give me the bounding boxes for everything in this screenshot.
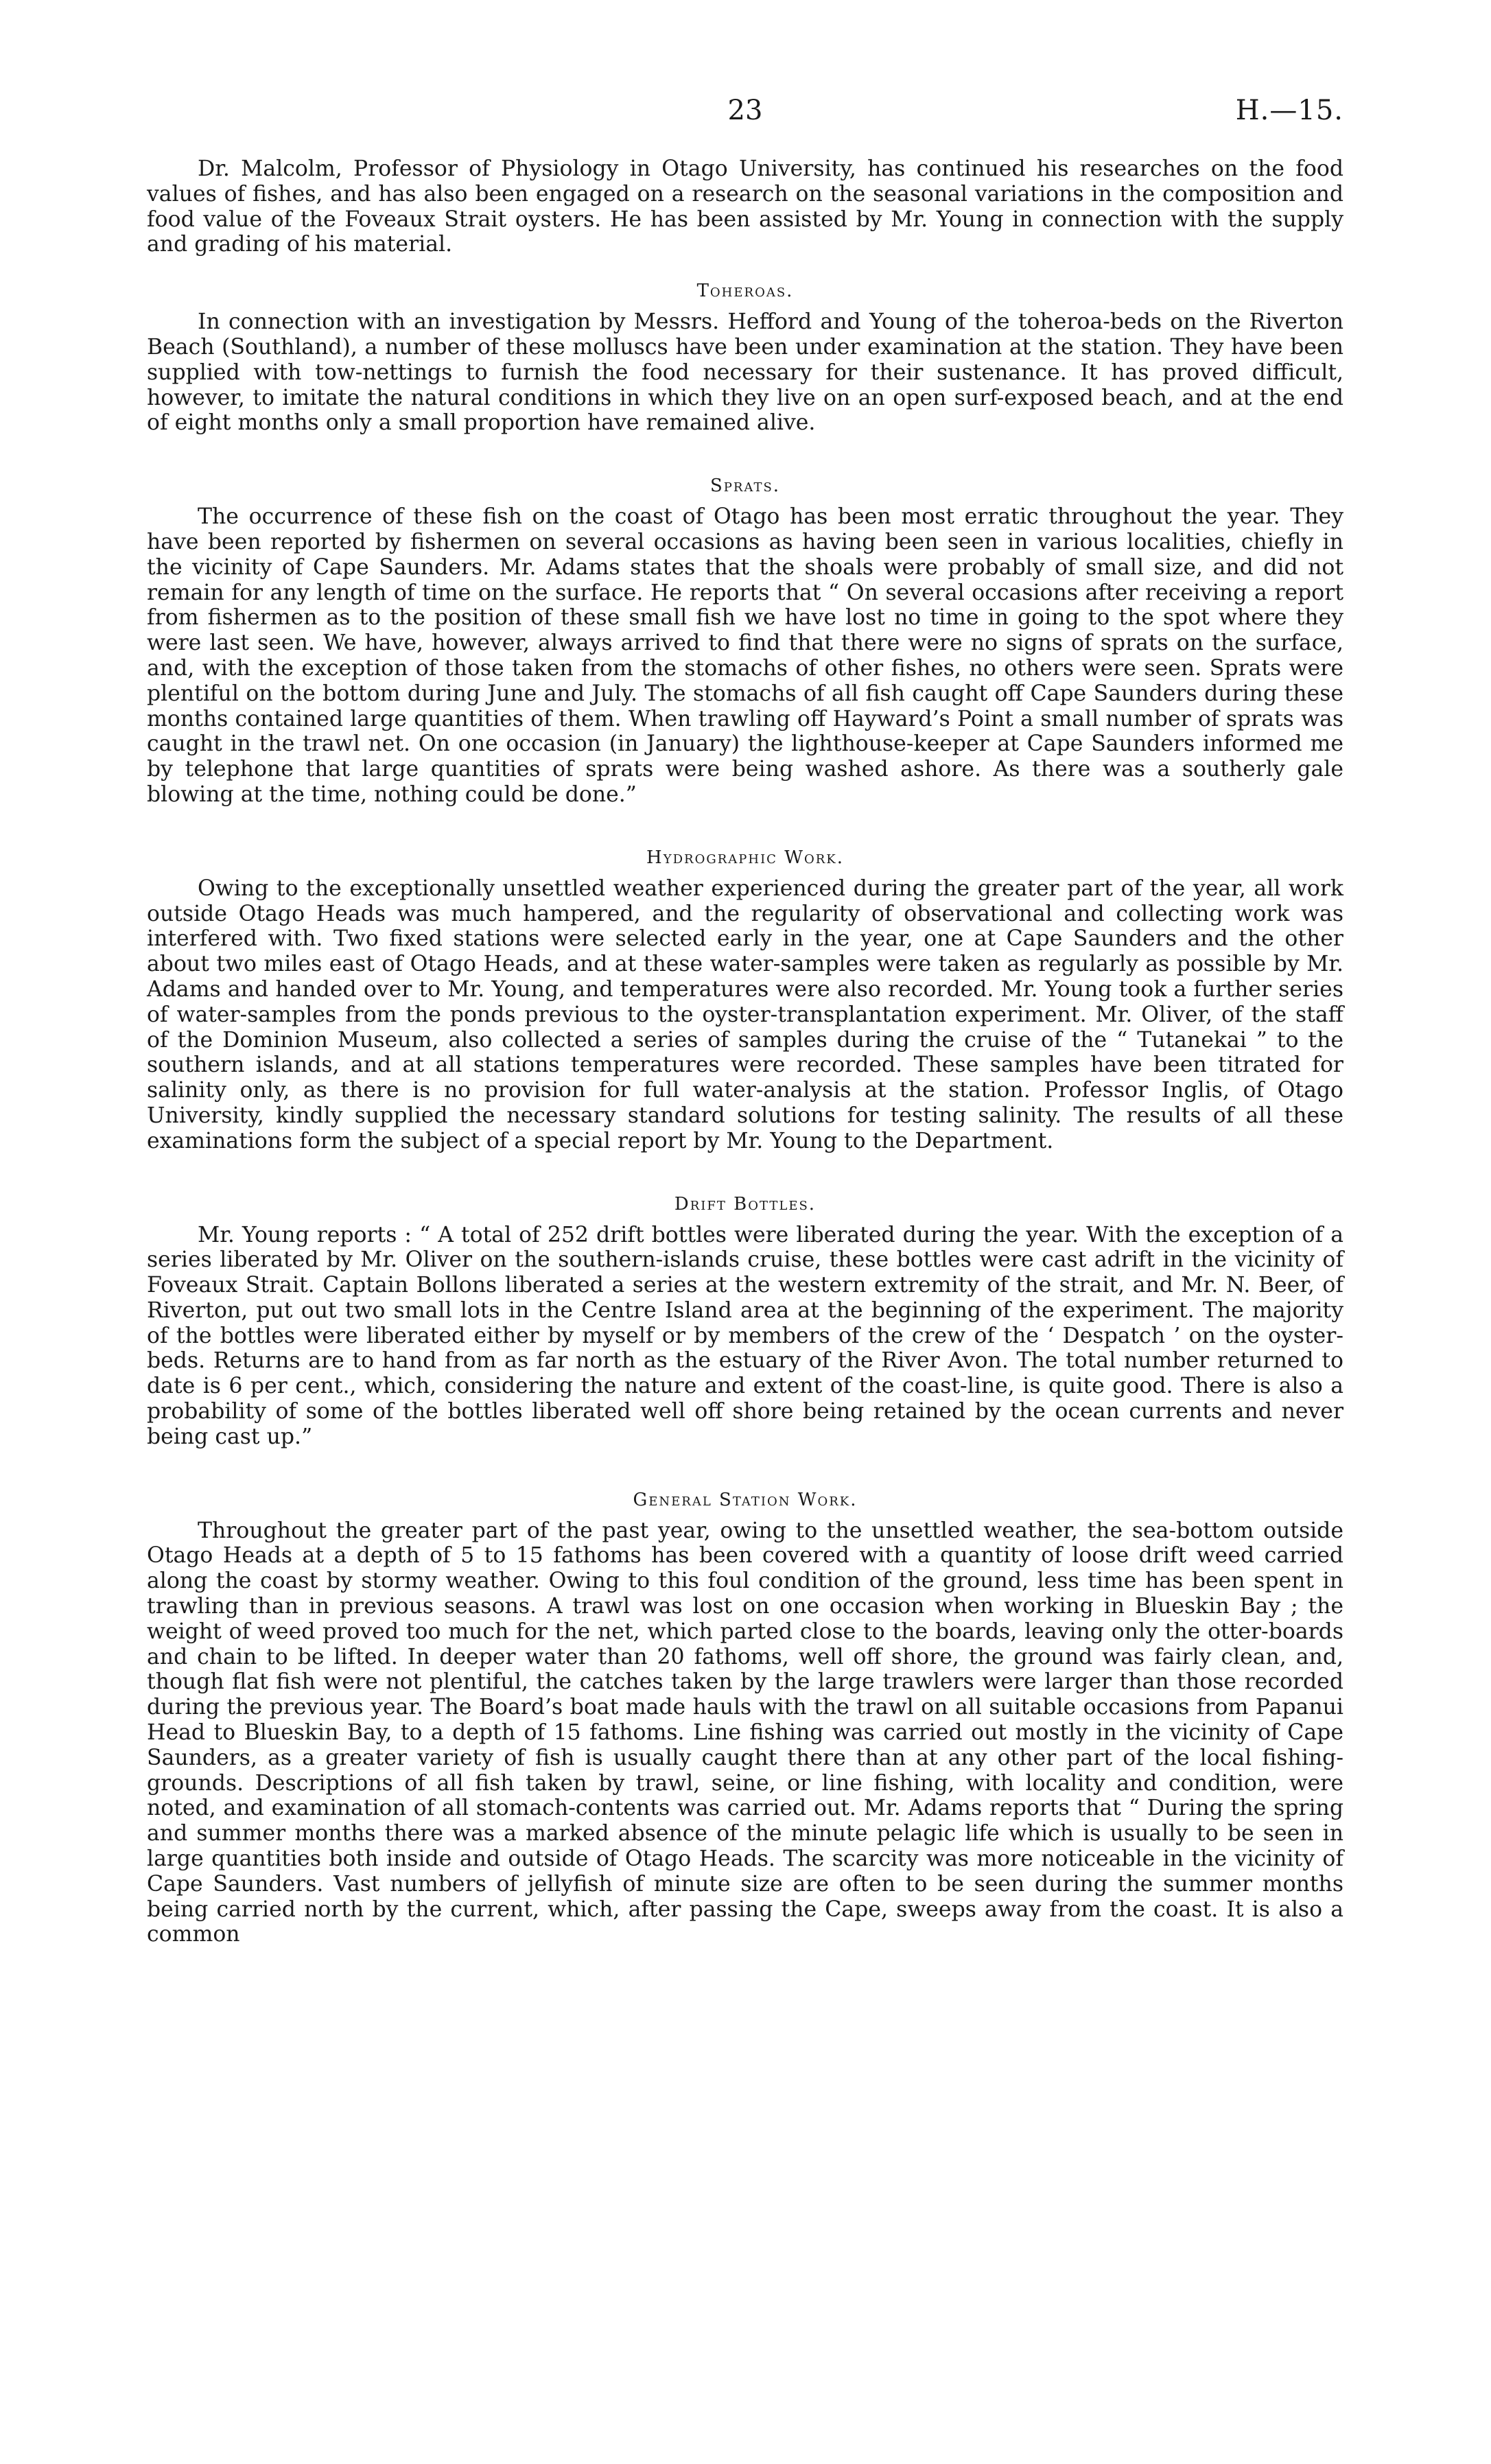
section-paragraph-drift-bottles: Mr. Young reports : “ A total of 252 drift bottles were liberated during the year. With the exception of a series liberated by Mr. Oliver on the southern-islands cruise, these bottles were cast adrift in the vicinity of Foveaux Strait. Captain Bollons liberated a series at the western extremity of the strait, and Mr. N. Beer, of Riverton, put out two small lots in the Centre Island area at the beginning of the experiment. The majority of the bottles were liberated either by myself or by members of the crew of the ‘ Despatch ’ on the oyster-beds. Returns are to hand from as far north as the estuary of the River Avon. The total number returned to date is 6 per cent., which, considering the nature and extent of the coast-line, is quite good. There is also a probability of some of the bottles liberated well off shore being retained by the ocean currents and never being cast up.” — [147, 1222, 1343, 1449]
page-number: 23 — [727, 95, 763, 126]
section-heading-sprats: Sprats. — [709, 476, 781, 497]
section-heading-drift-bottles: Drift Bottles. — [674, 1193, 817, 1215]
section-paragraph-sprats: The occurrence of these fish on the coast of Otago has been most erratic throughout the year. They have been reported by fishermen on several occasions as having been seen in various localities, chiefly in the vicinity of Cape Saunders. Mr. Adams states that the shoals were probably of small size, and did not remain for any length of time on the surface. He reports that “ On several occasions after receiving a report from fishermen as to the position of these small fish we have lost no time in going to the spot where they were last seen. We have, however, always arrived to find that there were no signs of sprats on the surface, and, with the exception of those taken from the stomachs of other fishes, no others were seen. Sprats were plentiful on the bottom during June and July. The stomachs of all fish caught off Cape Saunders during these months contained large quantities of them. When trawling off Hayward’s Point a small number of sprats was caught in the trawl net. On one occasion (in January) the lighthouse-keeper at Cape Saunders informed me by telephone that large quantities of sprats were being washed ashore. As there was a southerly gale blowing at the time, nothing could be done.” — [147, 504, 1343, 807]
page-header — [147, 95, 1343, 139]
section-paragraph-general-station-work: Throughout the greater part of the past year, owing to the unsettled weather, the sea-bottom outside Otago Heads at a depth of 5 to 15 fathoms has been covered with a quantity of loose drift weed carried along the coast by stormy weather. Owing to this foul condition of the ground, less time has been spent in trawling than in previous seasons. A trawl was lost on one occasion when working in Blueskin Bay ; the weight of weed proved too much for the net, which parted close to the boards, leaving only the otter-boards and chain to be lifted. In deeper water than 20 fathoms, well off shore, the ground was fairly clean, and, though flat fish were not plentiful, the catches taken by the large trawlers were larger than those recorded during the previous year. The Board’s boat made hauls with the trawl on all suitable occasions from Papanui Head to Blueskin Bay, to a depth of 15 fathoms. Line fishing was carried out mostly in the vicinity of Cape Saunders, as a greater variety of fish is usually caught there than at any other part of the local fishing-grounds. Descriptions of all fish taken by trawl, seine, or line fishing, with locality and condition, were noted, and examination of all stomach-contents was carried out. Mr. Adams reports that “ During the spring and summer months there was a marked absence of the minute pelagic life which is usually to be seen in large quantities both inside and outside of Otago Heads. The scarcity was more noticeable in the vicinity of Cape Saunders. Vast numbers of jellyfish of minute size are often to be seen during the summer months being carried north by the current, which, after passing the Cape, sweeps away from the coast. It is also a common — [147, 1518, 1343, 1947]
document-reference: H.—15. — [1235, 95, 1343, 126]
section-paragraph-hydrographic-work: Owing to the exceptionally unsettled weather experienced during the greater part of the year, all work outside Otago Heads was much hampered, and the regularity of observational and collecting work was interfered with. Two fixed stations were selected early in the year, one at Cape Saunders and the other about two miles east of Otago Heads, and at these water-samples were taken as regularly as possible by Mr. Adams and handed over to Mr. Young, and temperatures were also recorded. Mr. Young took a further series of water-samples from the ponds previous to the oyster-transplantation experiment. Mr. Oliver, of the staff of the Dominion Museum, also collected a series of samples during the cruise of the “ Tutanekai ” to the southern islands, and at all stations temperatures were recorded. These samples have been titrated for salinity only, as there is no provision for full water-analysis at the station. Professor Inglis, of Otago University, kindly supplied the necessary standard solutions for testing salinity. The results of all these examinations form the subject of a special report by Mr. Young to the Department. — [147, 876, 1343, 1153]
document-page — [147, 95, 1343, 1947]
section-paragraph-toheroas: In connection with an investigation by Messrs. Hefford and Young of the toheroa-beds on the Riverton Beach (Southland), a number of these molluscs have been under examination at the station. They have been supplied with tow-nettings to furnish the food necessary for their sustenance. It has proved difficult, however, to imitate the natural conditions in which they live on an open surf-exposed beach, and at the end of eight months only a small proportion have remained alive. — [147, 309, 1343, 436]
intro-paragraph: Dr. Malcolm, Professor of Physiology in Otago University, has continued his researches on the food values of fishes, and has also been engaged on a research on the seasonal variations in the composition and food value of the Foveaux Strait oysters. He has been assisted by Mr. Young in connection with the supply and grading of his material. — [147, 156, 1343, 257]
section-heading-general-station-work: General Station Work. — [633, 1489, 858, 1510]
section-heading-hydrographic-work: Hydrographic Work. — [646, 847, 844, 868]
section-heading-toheroas: Toheroas. — [696, 281, 794, 302]
